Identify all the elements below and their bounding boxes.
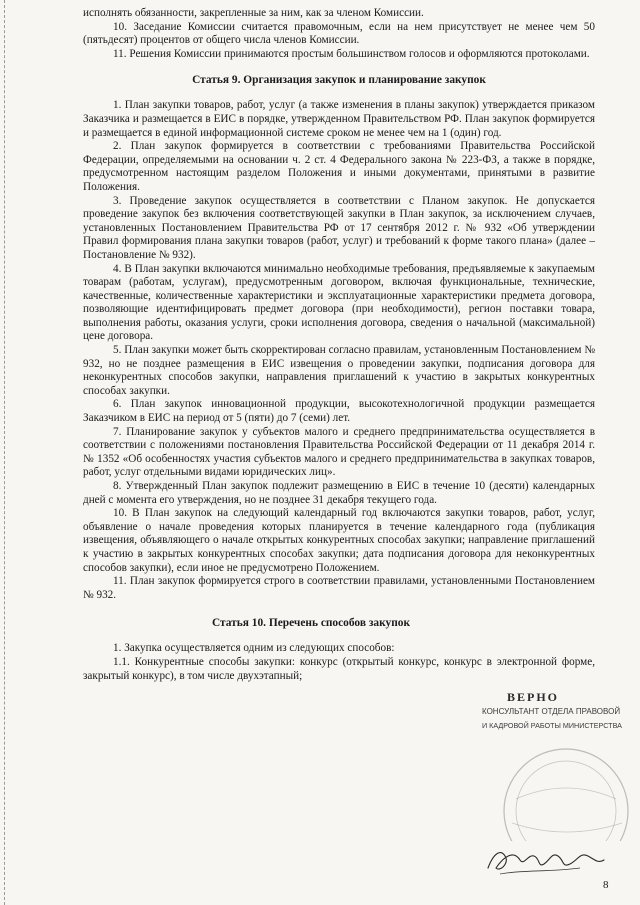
article-9-item: 11. План закупок формируется строго в соответствии правилами, установленными Постановлением № 932. (83, 575, 595, 601)
article-9-item: 1. План закупки товаров, работ, услуг (а также изменения в планы закупок) утверждается приказом Заказчика и размещается в ЕИС в порядке, утвержденном Правительством РФ. План закупок формируется и размещается в единой информационной системе сроком не менее чем на 1 (один) год. (83, 99, 595, 139)
article-9-item: 7. Планирование закупок у субъектов малого и среднего предпринимательства осуществляется в соответствии с положениями постановления Правительства Российской Федерации от 11 декабря 2014 г. № 1352 «Об особенностях участия субъектов малого и среднего предпринимательства в закупках товаров, работ, услуг отдельными видами юридических лиц». (83, 425, 595, 479)
paragraph: 11. Решения Комиссии принимаются простым большинством голосов и оформляются протоколами. (113, 47, 590, 60)
article-9-item: 8. Утвержденный План закупок подлежит размещению в ЕИС в течение 10 (десяти) календарных дней с момента его утверждения, но не позднее 31 декабря текущего года. (83, 480, 595, 506)
paragraph: 10. Заседание Комиссии считается правомочным, если на нем присутствует не менее чем 50 (пятьдесят) процентов от общего числа членов Комиссии. (83, 20, 595, 47)
handwritten-signature (480, 834, 610, 884)
stamp-line-2: И КАДРОВОЙ РАБОТЫ МИНИСТЕРСТВА (482, 721, 622, 730)
article-9-heading: Статья 9. Организация закупок и планирование закупок (192, 74, 486, 87)
article-9-item: 10. В План закупок на следующий календарный год включаются закупки товаров, работ, услуг, объявление о начале проведения которых планируется в течение календарного года (публикация извещения, объявляющего о начале открытых конкурентных способах закупки; направление приглашений к участию в закрытых конкурентных способах закупки; дата подписания договора для неконкурентных способов закупки), если иное не предусмотрено Положением. (83, 507, 595, 574)
article-9-item: 6. План закупок инновационной продукции, высокотехнологичной продукции размещается Заказчиком в ЕИС на период от 5 (пяти) до 7 (семи) лет. (83, 398, 595, 425)
page-number: 8 (603, 879, 609, 891)
scan-edge-line (4, 0, 5, 905)
article-10-item: 1. Закупка осуществляется одним из следующих способов: (113, 642, 395, 655)
document-body (83, 7, 595, 683)
article-10-item: 1.1. Конкурентные способы закупки: конкурс (открытый конкурс, конкурс в электронной форме, закрытый конкурс), в том числе двухэтапный; (83, 655, 595, 682)
article-9-item: 3. Проведение закупок осуществляется в соответствии с Планом закупок. Не допускается проведение закупок без включения соответствующей закупки в План закупок, за исключением случаев, установленных Постановлением Правительства РФ от 17 сентября 2012 г. № 932 «Об утверждении Правил формирования плана закупки товаров (работ, услуг) и требований к форме такого плана» (далее – Постановление № 932). (83, 194, 595, 261)
article-10-heading: Статья 10. Перечень способов закупок (211, 617, 411, 630)
article-9-item: 5. План закупки может быть скорректирован согласно правилам, установленным Постановлением № 932, но не позднее размещения в ЕИС извещения о проведении закупки, подписания договора для неконкурентных способов закупки, направления приглашений к участию в закрытых конкурентных способах закупки. (83, 344, 595, 397)
article-9-item: 4. В План закупки включаются минимально необходимые требования, предъявляемые к закупаемым товарам (работам, услугам), предусмотренным договором, включая функциональные, технические, качественные, количественные характеристики и эксплуатационные характеристики предмета договора, позволяющие идентифицировать предмет договора (при необходимости), регион поставки товара, выполнения работы, оказания услуги, сроки исполнения договора, сведения о начальной (максимальной) цене договора. (83, 262, 595, 343)
article-9-item: 2. План закупок формируется в соответствии с требованиями Правительства Российской Федерации, определяемыми на основании ч. 2 ст. 4 Федерального закона № 223-ФЗ, а также в порядке, предусмотренном настоящим разделом Положения и иными документами, принятыми в развитие Положения. (83, 140, 595, 193)
stamp-verno-label: ВЕРНО (507, 690, 560, 704)
paragraph: исполнять обязанности, закрепленные за ним, как за членом Комиссии. (83, 7, 424, 19)
stamp-line-1: КОНСУЛЬТАНТ ОТДЕЛА ПРАВОВОЙ (482, 707, 621, 716)
